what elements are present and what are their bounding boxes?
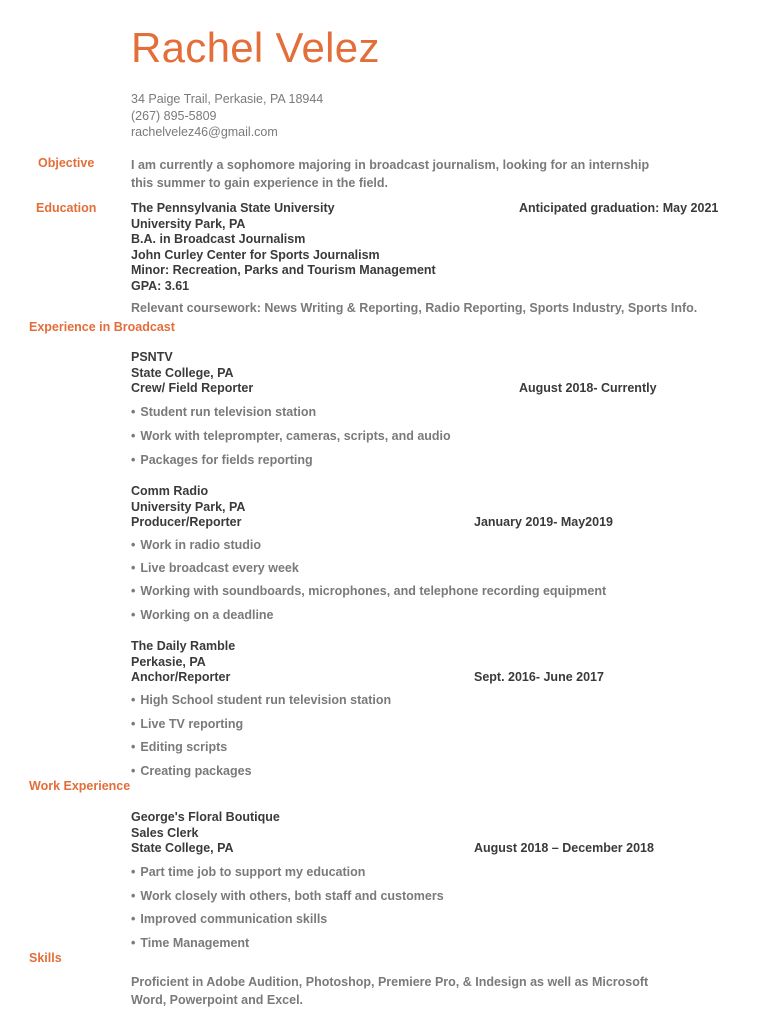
list-item: • Work closely with others, both staff and customers: [131, 889, 444, 903]
objective-text: I am currently a sophomore majoring in broadcast journalism, looking for an internship this summer to gain experience in the field.: [131, 158, 650, 190]
address: 34 Paige Trail, Perkasie, PA 18944: [131, 92, 324, 106]
list-item: • Live broadcast every week: [131, 561, 299, 575]
skills-heading: Skills: [29, 951, 62, 965]
education-date: Anticipated graduation: May 2021: [519, 201, 719, 215]
list-item: • Live TV reporting: [131, 717, 244, 731]
job-psntv: PSNTV State College, PA Crew/ Field Reporter: [131, 350, 254, 395]
skills-text: Proficient in Adobe Audition, Photoshop, Premiere Pro, & Indesign as well as Microsoft Word, Powerpoint and Excel.: [131, 975, 649, 1007]
job-comm-radio-date: January 2019- May2019: [474, 515, 613, 529]
objective-heading: Objective: [38, 156, 95, 170]
job-floral-date: August 2018 – December 2018: [474, 841, 654, 855]
job-floral-boutique: George's Floral Boutique Sales Clerk State College, PA: [131, 810, 280, 855]
coursework: Relevant coursework: News Writing & Reporting, Radio Reporting, Sports Industry, Sports Info.: [131, 301, 698, 315]
job-daily-ramble: The Daily Ramble Perkasie, PA Anchor/Reporter: [131, 639, 236, 684]
school-name: The Pennsylvania State University: [131, 201, 335, 215]
contact-block: [131, 91, 323, 141]
list-item: • Working with soundboards, microphones, and telephone recording equipment: [131, 584, 607, 598]
list-item: • Student run television station: [131, 405, 317, 419]
list-item: • Packages for fields reporting: [131, 453, 313, 467]
list-item: • Time Management: [131, 936, 250, 950]
phone: (267) 895-5809: [131, 108, 217, 123]
job-comm-radio: Comm Radio University Park, PA Producer/Reporter: [131, 484, 246, 529]
list-item: • Editing scripts: [131, 740, 228, 754]
list-item: • Work in radio studio: [131, 538, 261, 552]
email: rachelvelez46@gmail.com: [131, 125, 278, 139]
job-daily-ramble-date: Sept. 2016- June 2017: [474, 670, 604, 684]
resume-name: Rachel Velez: [131, 24, 380, 71]
list-item: • High School student run television station: [131, 693, 392, 707]
education-heading: Education: [36, 201, 97, 215]
list-item: • Working on a deadline: [131, 608, 274, 622]
list-item: • Work with teleprompter, cameras, scripts, and audio: [131, 429, 451, 443]
list-item: • Improved communication skills: [131, 912, 328, 926]
list-item: • Part time job to support my education: [131, 865, 366, 879]
education-block: The Pennsylvania State University University Park, PA B.A. in Broadcast Journalism John Curley Center for Sports Journalism Minor: Recreation, Parks and Tourism Management GPA: 3.61: [131, 201, 436, 293]
work-heading: Work Experience: [29, 779, 131, 793]
job-psntv-date: August 2018- Currently: [519, 381, 657, 395]
broadcast-heading: Experience in Broadcast: [29, 320, 175, 334]
list-item: • Creating packages: [131, 764, 252, 778]
